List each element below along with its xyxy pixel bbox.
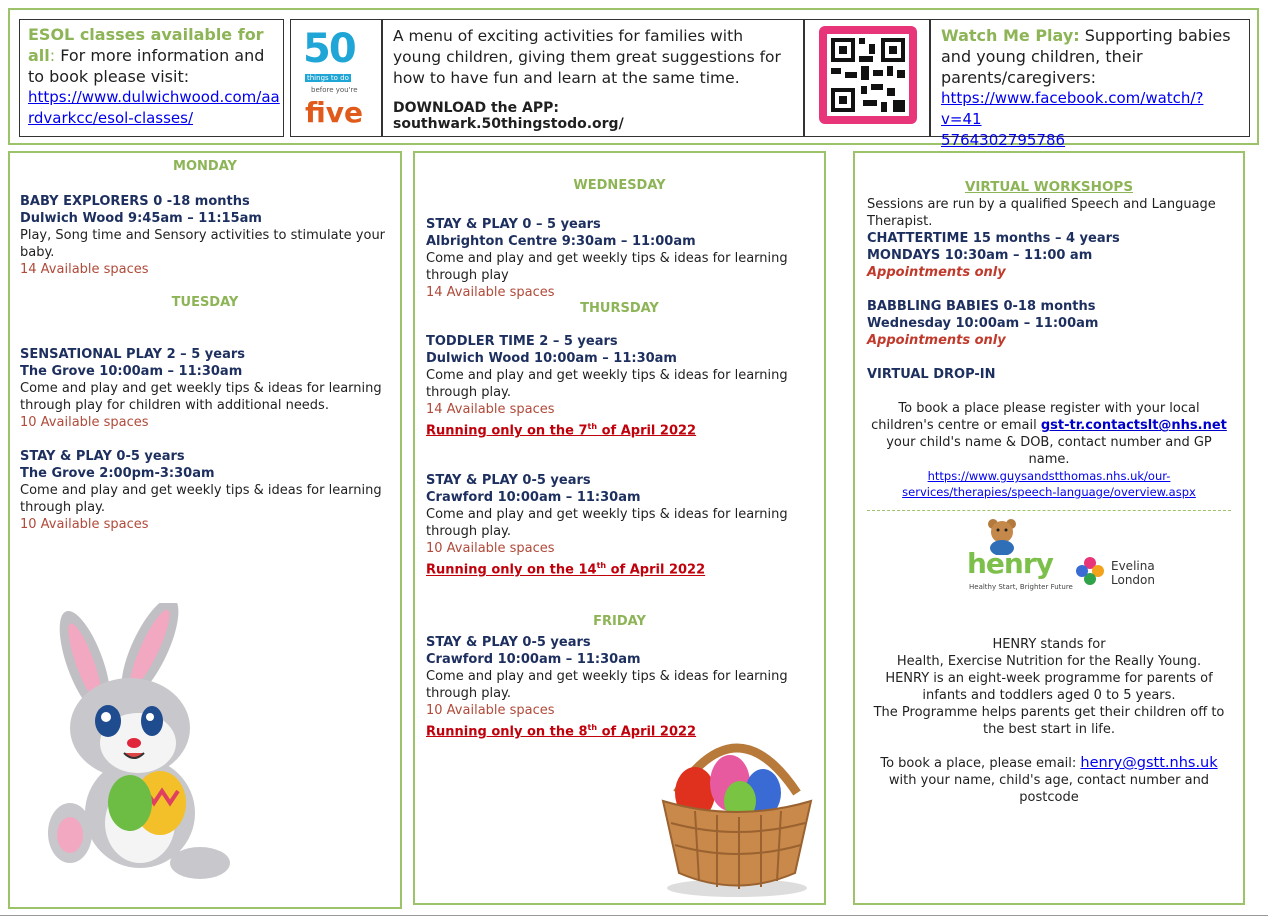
virtual-workshops-heading: VIRTUAL WORKSHOPS (964, 179, 1134, 195)
chattertime-title: CHATTERTIME 15 months – 4 years (867, 231, 1120, 246)
esol-colon: : (49, 46, 56, 65)
henry-booking: To book a place, please email: henry@gstt.nhs.uk with your name, child's age, contact number and postcode (880, 755, 1218, 805)
day-tuesday: TUESDAY (171, 295, 239, 310)
henry-email-link[interactable]: henry@gstt.nhs.uk (1080, 755, 1218, 771)
toddler-time-session (426, 333, 813, 439)
evelina-flower-icon (1074, 555, 1106, 587)
henry-text: The Programme helps parents get their children off to the best start in life. (873, 705, 1225, 737)
session-title: STAY & PLAY 0 – 5 years (426, 217, 601, 232)
session-title: TODDLER TIME 2 – 5 years (426, 334, 618, 349)
day-thursday: THURSDAY (580, 301, 659, 316)
session-title: STAY & PLAY 0-5 years (20, 449, 185, 464)
qr-code-icon (819, 26, 917, 124)
babbling-title: BABBLING BABIES 0-18 months (867, 299, 1096, 314)
session-spaces: 14 Available spaces (426, 285, 555, 300)
middle-panel (413, 151, 826, 905)
stay-play-crawford-thursday-session (426, 472, 813, 578)
session-desc: Come and play and get weekly tips & ideas for learning through play. (20, 483, 382, 515)
day-friday: FRIDAY (593, 613, 646, 629)
day-monday: MONDAY (173, 159, 237, 174)
session-title: STAY & PLAY 0-5 years (426, 473, 591, 489)
logo-before: before you're (311, 86, 358, 94)
sessions-text: Sessions are run by a qualified Speech and Language Therapist. (867, 197, 1216, 229)
guys-link[interactable]: https://www.guysandstthomas.nhs.uk/our- services/therapies/speech-language/overview.aspx (902, 469, 1196, 499)
watch-link[interactable]: https://www.facebook.com/watch/?v=41 5764302795786 (941, 89, 1204, 149)
download-app-text: DOWNLOAD the APP: southwark.50thingstodo.org/ (393, 100, 624, 132)
evelina-logo: Evelina London (1111, 559, 1155, 587)
session-title: STAY & PLAY 0-5 years (426, 634, 591, 650)
appointments-only: Appointments only (867, 333, 1006, 348)
easter-basket-icon (655, 723, 820, 898)
session-spaces: 10 Available spaces (426, 541, 555, 557)
logos-row (867, 511, 1231, 611)
watch-title: Watch Me Play: (941, 26, 1080, 45)
wednesday-session (426, 216, 813, 301)
esol-title: ESOL classes available for all (28, 25, 264, 65)
session-desc: Come and play and get weekly tips & ideas for learning through play. (426, 668, 788, 701)
watch-me-play-cell (930, 19, 1250, 149)
session-spaces: 14 Available spaces (426, 402, 555, 417)
appointments-only: Appointments only (867, 265, 1006, 280)
session-title: BABY EXPLORERS 0 -18 months (20, 194, 250, 209)
session-place: Albrighton Centre 9:30am – 11:00am (426, 234, 696, 249)
esol-text: For more information and to book please visit: (28, 46, 265, 86)
day-wednesday: WEDNESDAY (573, 178, 666, 193)
running-note: Running only on the 7th of April 2022 (426, 422, 697, 439)
session-desc: Come and play and get weekly tips & ideas for learning through play (426, 251, 788, 283)
running-note: Running only on the 8th of April 2022 (426, 722, 697, 739)
contact-email-link[interactable]: gst-tr.contactslt@nhs.net (1040, 418, 1227, 433)
fifty-things-logo (290, 19, 382, 137)
henry-info (867, 636, 1231, 806)
henry-text: HENRY is an eight-week programme for parents of infants and toddlers aged 0 to 5 years. (885, 671, 1213, 703)
running-note: Running only on the 14th of April 2022 (426, 561, 706, 578)
right-panel (853, 151, 1245, 905)
session-spaces: 14 Available spaces (20, 262, 149, 277)
session-spaces: 10 Available spaces (20, 415, 149, 430)
baby-explorers-session (20, 193, 390, 278)
henry-text: Health, Exercise Nutrition for the Really Young. (896, 654, 1202, 669)
session-desc: Play, Song time and Sensory activities to stimulate your baby. (20, 228, 386, 260)
menu-text: A menu of exciting activities for families with young children, giving them great suggestions for how to have fun and learn at the same time. (393, 27, 781, 87)
stay-play-grove-session (20, 448, 390, 533)
esol-link[interactable]: https://www.dulwichwood.com/aa rdvarkcc/esol-classes/ (28, 88, 280, 127)
logo-things: things to do (307, 74, 349, 82)
session-title: SENSATIONAL PLAY 2 – 5 years (20, 347, 245, 362)
logo-50: 50 (303, 26, 355, 72)
esol-cell (19, 19, 284, 137)
session-place: The Grove 10:00am – 11:30am (20, 364, 243, 379)
session-place: Dulwich Wood 10:00am – 11:30am (426, 351, 677, 366)
bottom-rule (0, 915, 1268, 916)
session-desc: Come and play and get weekly tips & ideas for learning through play for children with additional needs. (20, 381, 382, 413)
logo-five: five (305, 96, 363, 129)
watch-text: Supporting babies and young children, their parents/caregivers: (941, 26, 1231, 87)
session-desc: Come and play and get weekly tips & ideas for learning through play. (426, 507, 788, 540)
virtual-sessions (867, 196, 1231, 500)
session-place: The Grove 2:00pm-3:30am (20, 466, 215, 481)
sensational-play-session (20, 346, 390, 431)
session-spaces: 10 Available spaces (426, 702, 555, 718)
session-place: Crawford 10:00am – 11:30am (426, 490, 641, 506)
qr-cell (804, 19, 930, 137)
session-spaces: 10 Available spaces (20, 517, 149, 532)
virtual-dropin-heading: VIRTUAL DROP-IN (867, 367, 996, 382)
top-banner (8, 8, 1259, 149)
henry-logo: henry (967, 547, 1053, 580)
session-desc: Come and play and get weekly tips & ideas for learning through play. (426, 368, 788, 400)
easter-bunny-icon (40, 603, 240, 893)
chattertime-time: MONDAYS 10:30am – 11:00 am (867, 248, 1093, 263)
session-place: Crawford 10:00am – 11:30am (426, 651, 641, 667)
menu-cell (382, 19, 804, 137)
booking-text: To book a place please register with your local children's centre or email gst-tr.contactslt@nhs.net your child's name & DOB, contact number and GP name. (871, 401, 1227, 467)
babbling-time: Wednesday 10:00am – 11:00am (867, 316, 1099, 331)
session-place: Dulwich Wood 9:45am – 11:15am (20, 211, 262, 226)
henry-text: HENRY stands for (992, 637, 1106, 652)
left-panel (8, 151, 402, 909)
henry-tagline: Healthy Start, Brighter Future (969, 583, 1073, 591)
